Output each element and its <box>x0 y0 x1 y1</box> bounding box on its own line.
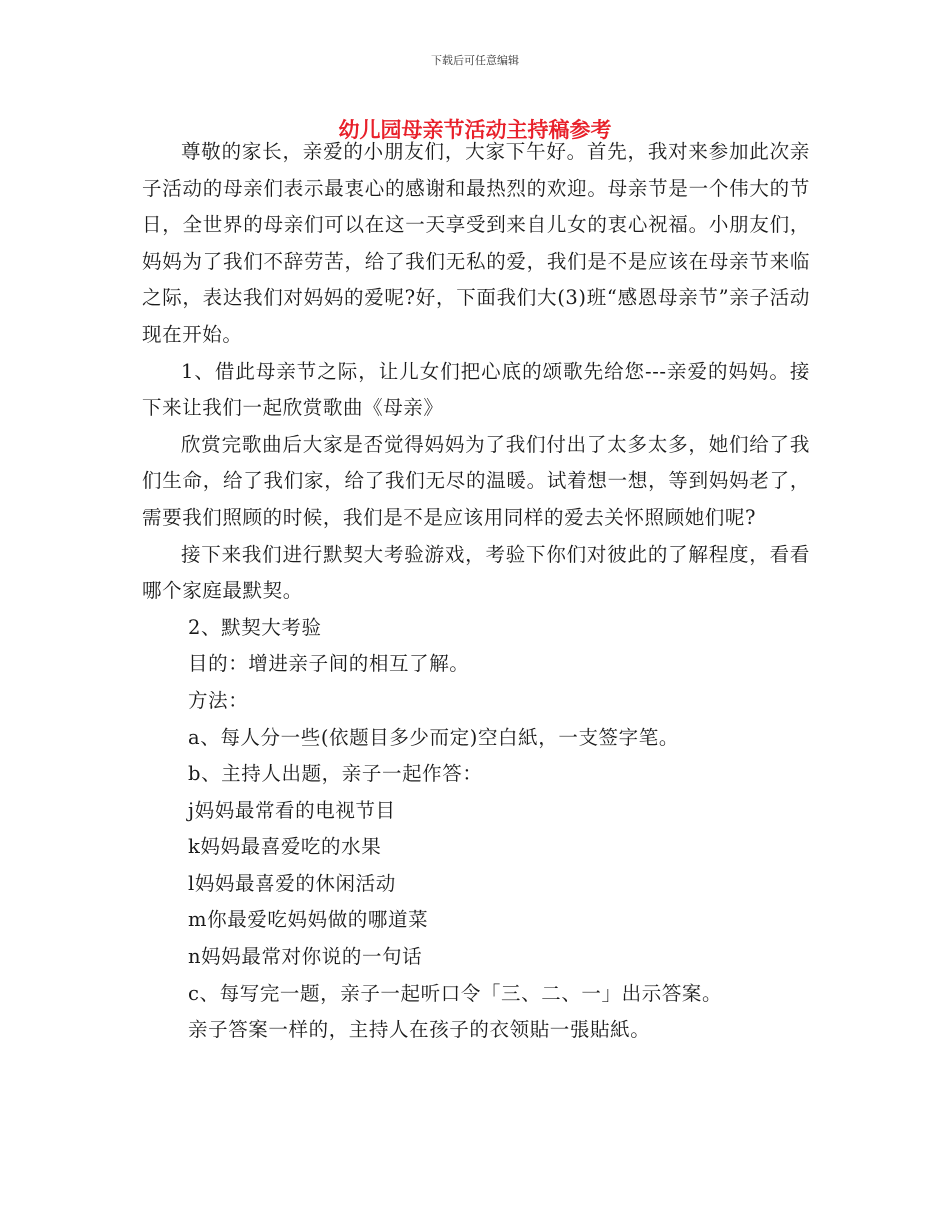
list-item: 方法： <box>188 688 249 712</box>
list-item: b、主持人出题，亲子一起作答： <box>188 762 483 786</box>
list-item: j妈妈最常看的电视节目 <box>188 798 396 822</box>
paragraph-song: 1、借此母亲节之际，让儿女们把心底的颂歌先给您---亲爱的妈妈。接下来让我们一起欣赏歌曲《母亲》 <box>142 359 810 420</box>
list-item: 2、默契大考验 <box>188 615 322 639</box>
document-title: 幼儿园母亲节活动主持稿参考 <box>338 117 612 142</box>
paragraph-game-intro: 接下来我们进行默契大考验游戏，考验下你们对彼此的了解程度，看看哪个家庭最默契。 <box>142 542 810 603</box>
list-item: 目的：增进亲子间的相互了解。 <box>188 652 470 676</box>
page-header: 下载后可任意编辑 <box>431 54 519 67</box>
list-item: k妈妈最喜爱吃的水果 <box>188 835 382 859</box>
list-item: 亲子答案一样的，主持人在孩子的衣领貼一張貼紙。 <box>188 1018 651 1042</box>
document-body <box>142 134 810 1049</box>
paragraph-reflection: 欣赏完歌曲后大家是否觉得妈妈为了我们付出了太多太多，她们给了我们生命，给了我们家，给了我们无尽的温暖。试着想一想，等到妈妈老了，需要我们照顾的时候，我们是不是应该用同样的爱去关怀照顾她们呢? <box>142 432 810 529</box>
list-item: m你最爱吃妈妈做的哪道菜 <box>188 908 429 932</box>
list-item: c、每写完一题，亲子一起听口令「三、二、一」出示答案。 <box>188 981 723 1005</box>
list-item: a、每人分一些(依题目多少而定)空白紙，一支签字笔。 <box>188 725 679 749</box>
list-item: n妈妈最常对你说的一句话 <box>188 945 423 969</box>
list-item: l妈妈最喜爱的休闲活动 <box>188 871 396 895</box>
paragraph-intro: 尊敬的家长，亲爱的小朋友们，大家下午好。首先，我对来参加此次亲子活动的母亲们表示最衷心的感谢和最热烈的欢迎。母亲节是一个伟大的节日，全世界的母亲们可以在这一天享受到来自儿女的衷心祝福。小朋友们，妈妈为了我们不辞劳苦，给了我们无私的爱，我们是不是应该在母亲节来临之际，表达我们对妈妈的爱呢?好，下面我们大(3)班“感恩母亲节”亲子活动现在开始。 <box>142 140 810 346</box>
